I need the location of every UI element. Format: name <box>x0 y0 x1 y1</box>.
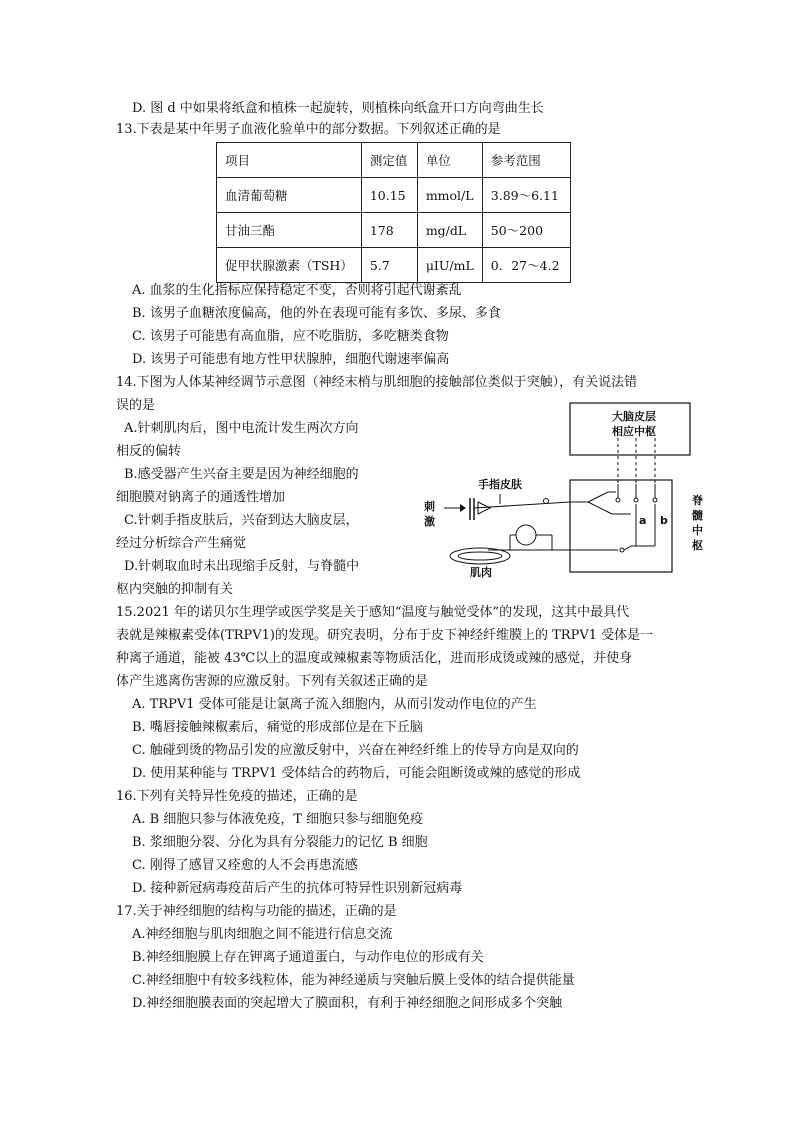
q13-stem: 13.下表是某中年男子血液化验单中的部分数据。下列叙述正确的是 <box>116 122 501 137</box>
q15-option-a: A. TRPV1 受体可能是让氯离子流入细胞内，从而引发动作电位的产生 <box>132 697 537 712</box>
table-header-cell: 参考范围 <box>482 143 570 178</box>
q14-option-a-line2: 相反的偏转 <box>116 444 182 459</box>
stimulus-label-2: 激 <box>424 515 435 528</box>
synapse <box>616 498 620 502</box>
synapse <box>634 498 638 502</box>
q14-option-d-line1: D.针刺取血时未出现缩手反射，与脊髓中 <box>124 559 360 574</box>
q14-stem-line2: 误的是 <box>116 398 156 413</box>
q14-option-b-line2: 细胞膜对钠离子的通透性增加 <box>116 490 286 505</box>
table-cell: mmol/L <box>417 178 482 213</box>
table-header-cell: 单位 <box>417 143 482 178</box>
table-cell: 10.15 <box>361 178 417 213</box>
label-b: b <box>660 514 668 527</box>
spine-label-1: 脊 <box>692 494 703 507</box>
q15-option-b: B. 嘴唇接触辣椒素后，痛觉的形成部位是在下丘脑 <box>132 720 423 735</box>
table-cell: 促甲状腺激素（TSH） <box>217 248 362 283</box>
neural-reflex-diagram <box>418 398 718 578</box>
stimulus-label-1: 刺 <box>424 500 435 513</box>
q14-stem-line1: 14.下图为人体某神经调节示意图（神经末梢与肌细胞的接触部位类似于突触），有关说法错 <box>116 375 638 390</box>
table-cell: 0．27～4.2 <box>482 248 570 283</box>
afferent-branch <box>588 502 612 514</box>
cortex-label-1: 大脑皮层 <box>612 410 656 423</box>
muscle-outer <box>450 548 510 564</box>
galvanometer <box>516 525 536 545</box>
spine-label-2: 髓 <box>692 509 703 522</box>
table-row <box>217 178 571 213</box>
lab-results-table <box>216 142 571 283</box>
q15-option-c: C. 触碰到烫的物品引发的应激反射中，兴奋在神经纤维上的传导方向是双向的 <box>132 743 579 758</box>
table-row <box>217 248 571 283</box>
spine-label-3: 中 <box>692 524 703 537</box>
table-header-row <box>217 143 571 178</box>
table-cell: 50～200 <box>482 213 570 248</box>
q17-option-b: B.神经细胞膜上存在钾离子通道蛋白，与动作电位的形成有关 <box>132 950 484 965</box>
label-a: a <box>639 514 647 527</box>
table-cell: 3.89～6.11 <box>482 178 570 213</box>
q15-stem-line4: 体产生逃离伤害源的应激反射。下列有关叙述正确的是 <box>116 674 429 689</box>
stimulus-arrowhead <box>460 504 466 512</box>
q14-option-b-line1: B.感受器产生兴奋主要是因为神经细胞的 <box>124 467 359 482</box>
spine-label-4: 枢 <box>692 539 703 552</box>
afferent-branch <box>588 492 608 502</box>
q16-option-d: D. 接种新冠病毒疫苗后产生的抗体可特异性识别新冠病毒 <box>132 881 463 896</box>
q14-option-c-line1: C.针刺手指皮肤后，兴奋到达大脑皮层， <box>124 513 359 528</box>
q12-option-d: D. 图 d 中如果将纸盒和植株一起旋转，则植株向纸盒开口方向弯曲生长 <box>132 101 544 116</box>
q16-option-c: C. 刚得了感冒又痊愈的人不会再患流感 <box>132 858 358 873</box>
q14-option-a-line1: A.针刺肌肉后，图中电流计发生两次方向 <box>124 421 359 436</box>
q17-option-d: D.神经细胞膜表面的突起增大了膜面积，有利于神经细胞之间形成多个突触 <box>132 996 563 1011</box>
table-row <box>217 213 571 248</box>
q16-option-a: A. B 细胞只参与体液免疫，T 细胞只参与细胞免疫 <box>132 812 424 827</box>
spinal-cord-box <box>570 480 672 572</box>
table-cell: μIU/mL <box>417 248 482 283</box>
q15-stem-line1: 15.2021 年的诺贝尔生理学或医学奖是关于感知“温度与触觉受体”的发现，这其中最具代 <box>116 605 630 620</box>
table-cell: 5.7 <box>361 248 417 283</box>
table-cell: 血清葡萄糖 <box>217 178 362 213</box>
table-header-cell: 项目 <box>217 143 362 178</box>
muscle-label: 肌肉 <box>470 566 492 578</box>
table-header-cell: 测定值 <box>361 143 417 178</box>
q15-stem-line3: 种离子通道，能被 43℃以上的温度或辣椒素等物质活化，进而形成烫或辣的感觉，并使身 <box>116 651 633 666</box>
recording-point <box>544 499 549 504</box>
afferent-nerve <box>474 502 570 508</box>
q17-option-c: C.神经细胞中有较多线粒体，能为神经递质与突触后膜上受体的结合提供能量 <box>132 973 575 988</box>
q13-option-b: B. 该男子血糖浓度偏高，他的外在表现可能有多饮、多尿、多食 <box>132 306 501 321</box>
q16-option-b: B. 浆细胞分裂、分化为具有分裂能力的记忆 B 细胞 <box>132 835 428 850</box>
neuron-fiber <box>624 546 631 550</box>
table-cell: 178 <box>361 213 417 248</box>
q14-option-d-line2: 枢内突触的抑制有关 <box>116 582 234 597</box>
skin-label: 手指皮肤 <box>478 478 522 491</box>
q17-option-a: A.神经细胞与肌肉细胞之间不能进行信息交流 <box>132 927 393 942</box>
muscle-inner <box>458 552 502 560</box>
q13-option-c: C. 该男子可能患有高血脂，应不吃脂肪，多吃糖类食物 <box>132 329 449 344</box>
table-cell: mg/dL <box>417 213 482 248</box>
q15-option-d: D. 使用某种能与 TRPV1 受体结合的药物后，可能会阻断烫或辣的感觉的形成 <box>132 766 581 781</box>
q13-option-a: A. 血浆的生化指标应保持稳定不变，否则将引起代谢紊乱 <box>132 283 462 298</box>
q15-stem-line2: 表就是辣椒素受体(TRPV1)的发现。研究表明，分布于皮下神经纤维膜上的 TRPV1 受体是一 <box>116 628 654 643</box>
q13-option-d: D. 该男子可能患有地方性甲状腺肿，细胞代谢速率偏高 <box>132 352 450 367</box>
q16-stem: 16.下列有关特异性免疫的描述，正确的是 <box>116 789 358 804</box>
cortex-label-2: 相应中枢 <box>612 425 656 438</box>
q14-option-c-line2: 经过分析综合产生痛觉 <box>116 536 247 551</box>
synapse <box>620 548 624 552</box>
synapse <box>653 498 657 502</box>
q17-stem: 17.关于神经细胞的结构与功能的描述，正确的是 <box>116 904 397 919</box>
table-cell: 甘油三酯 <box>217 213 362 248</box>
